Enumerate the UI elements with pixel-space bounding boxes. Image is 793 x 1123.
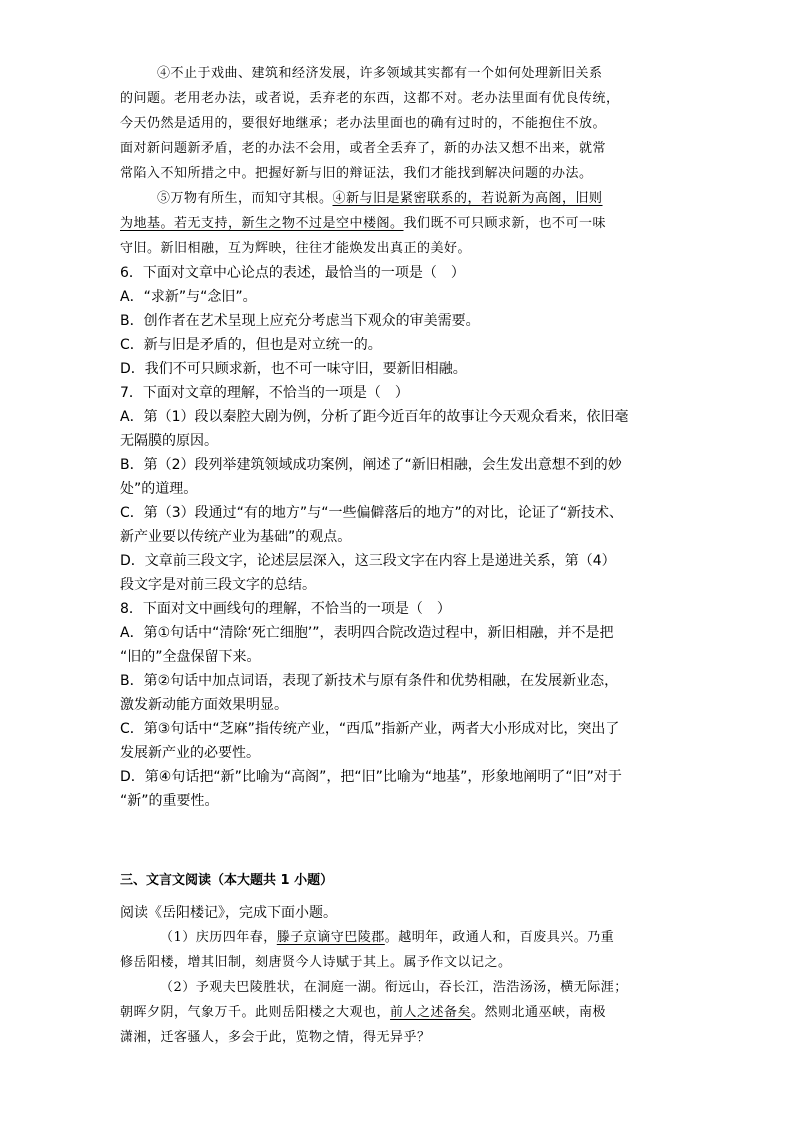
section-3-intro: 阅读《岳阳楼记》，完成下面小题。	[120, 905, 337, 921]
paragraph-5-text: ⑤万物有所生，而知守其根。	[157, 191, 333, 206]
underlined-sentence-4: ④新与旧是紧密联系的，若说新为高阁，旧则	[332, 191, 603, 206]
underlined-phrase: 前人之述备矣	[390, 1005, 472, 1020]
classical-text: 。然则北通巫峡，南极	[471, 1005, 607, 1020]
paragraph-4-line-1: ④不止于戏曲、建筑和经济发展，许多领域其实都有一个如何处理新旧关系	[157, 66, 603, 81]
question-6-option-c: C．新与旧是矛盾的，但也是对立统一的。	[120, 337, 382, 353]
question-8-option-d-cont: “新”的重要性。	[120, 793, 219, 809]
underlined-phrase: 滕子京谪守巴陵郡	[276, 930, 385, 945]
question-7-option-b: B．第（2）段列举建筑领域成功案例，阐述了“新旧相融，会生发出意想不到的妙	[120, 457, 622, 473]
question-7-option-c-cont: 新产业要以传统产业为基础”的观点。	[120, 529, 352, 545]
question-6-option-b: B．创作者在艺术呈现上应充分考虑当下观众的审美需要。	[120, 313, 480, 329]
question-8-option-a-cont: “旧的”全盘保留下来。	[120, 649, 261, 665]
paragraph-4-line-5: 常陷入不知所措之中。把握好新与旧的辩证法，我们才能找到解决问题的办法。	[120, 166, 593, 181]
question-8-stem: 8．下面对文中画线句的理解，不恰当的一项是（ ）	[120, 601, 451, 617]
classical-text: 朝晖夕阴，气象万千。此则岳阳楼之大观也，	[120, 1005, 391, 1020]
question-7-option-d: D．文章前三段文字，论述层层深入，这三段文字在内容上是递进关系，第（4）	[120, 553, 616, 569]
question-7-option-a: A．第（1）段以秦腔大剧为例，分析了距今近百年的故事让今天观众看来，依旧毫	[120, 409, 629, 425]
paragraph-5-line-3: 守旧。新旧相融，互为辉映，往往才能焕发出真正的美好。	[120, 241, 472, 256]
question-8-option-b-cont: 激发新动能方面效果明显。	[120, 697, 288, 713]
question-6-option-a: A．“求新”与“念旧”。	[120, 289, 257, 305]
paragraph-4-line-2: 的问题。老用老办法，或者说，丢弃老的东西，这都不对。老办法里面有优良传统，	[120, 91, 620, 106]
question-8-option-b: B．第②句话中加点词语，表现了新技术与原有条件和优势相融，在发展新业态，	[120, 673, 619, 689]
classical-text-p1-line-1	[160, 928, 614, 948]
question-6-stem: 6．下面对文章中心论点的表述，最恰当的一项是（ ）	[120, 265, 465, 281]
classical-text-p2-line-2	[120, 1003, 606, 1023]
question-8-option-a: A．第①句话中“清除‘死亡细胞’”，表明四合院改造过程中，新旧相融，并不是把	[120, 625, 614, 641]
paragraph-5-line-2	[120, 214, 606, 234]
question-7-option-c: C．第（3）段通过“有的地方”与“一些偏僻落后的地方”的对比，论证了“新技术、	[120, 505, 623, 521]
underlined-sentence-4-cont: 为地基。若无支持，新生之物不过是空中楼阁。	[120, 216, 404, 231]
question-7-option-a-cont: 无隔膜的原因。	[120, 433, 218, 449]
classical-text-p2-line-3: 潇湘，迁客骚人，多会于此，览物之情，得无异乎？	[120, 1030, 431, 1045]
question-8-option-c-cont: 发展新产业的必要性。	[120, 745, 260, 761]
section-3-heading: 三、文言文阅读（本大题共 1 小题）	[120, 873, 334, 888]
classical-text: （1）庆历四年春，	[160, 930, 277, 945]
question-7-option-d-cont: 段文字是对前三段文字的总结。	[120, 577, 316, 593]
question-7-stem: 7．下面对文章的理解，不恰当的一项是（ ）	[120, 385, 409, 401]
question-7-option-b-cont: 处”的道理。	[120, 481, 198, 497]
classical-text-p2-line-1: （2）予观夫巴陵胜状，在洞庭一湖。衔远山，吞长江，浩浩汤汤，横无际涯；	[160, 980, 628, 995]
classical-text: 。越明年，政通人和，百废具兴。乃重	[384, 930, 615, 945]
question-8-option-c: C．第③句话中“芝麻”指传统产业，“西瓜”指新产业，两者大小形成对比，突出了	[120, 721, 620, 737]
question-8-option-d: D．第④句话把“新”比喻为“高阁”，把“旧”比喻为“地基”，形象地阐明了“旧”对于	[120, 769, 622, 785]
question-6-option-d: D．我们不可只顾求新，也不可一味守旧，要新旧相融。	[120, 361, 467, 377]
classical-text-p1-line-2: 修岳阳楼，增其旧制，刻唐贤今人诗赋于其上。属予作文以记之。	[120, 955, 512, 970]
paragraph-5-text: 我们既不可只顾求新，也不可一味	[403, 216, 607, 231]
paragraph-4-line-4: 面对新问题新矛盾，老的办法不会用，或者全丢弃了，新的办法又想不出来，就常	[120, 141, 607, 156]
paragraph-5-line-1	[157, 189, 603, 209]
paragraph-4-line-3: 今天仍然是适用的，要很好地继承；老办法里面也的确有过时的，不能抱住不放。	[120, 116, 607, 131]
